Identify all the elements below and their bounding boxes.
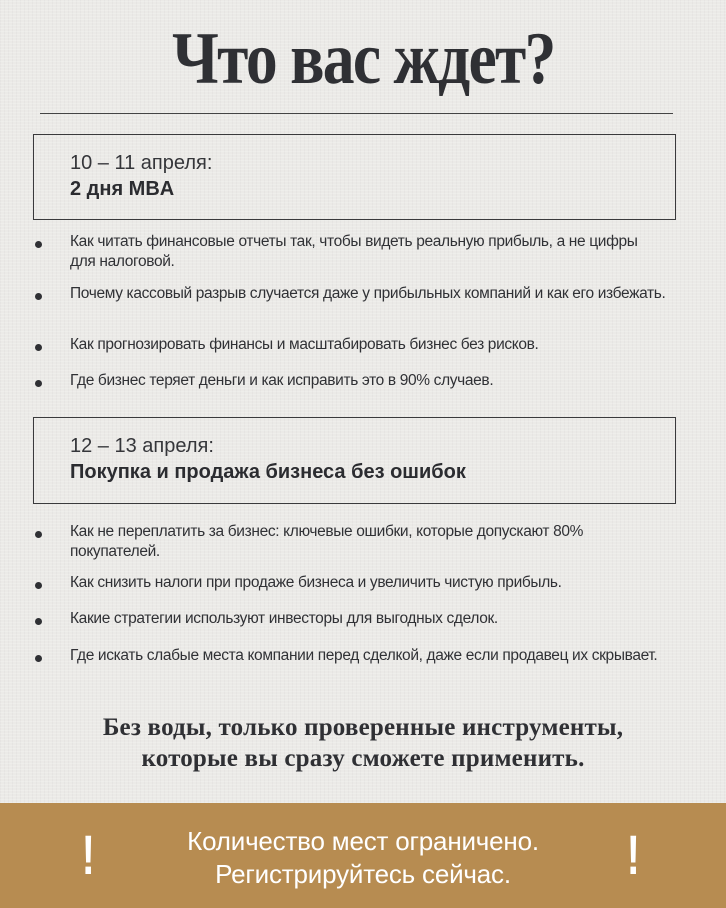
cta-text: [0, 825, 726, 891]
list-item-text: Как читать финансовые отчеты так, чтобы видеть реальную прибыль, а не цифры для налоговой.: [70, 233, 638, 270]
section-topic: 2 дня MBA: [70, 178, 175, 200]
cta-banner: [0, 803, 726, 908]
list-item-text: Где бизнес теряет деньги и как исправить это в 90% случаев.: [70, 372, 494, 389]
cta-line-1: Количество мест ограничено.: [187, 826, 539, 856]
exclamation-icon: !: [81, 823, 95, 886]
exclamation-icon: !: [626, 823, 640, 886]
section-date: 10 – 11 апреля:: [70, 152, 213, 174]
bullet-icon: [35, 241, 42, 248]
bullet-icon: [35, 293, 42, 300]
page-title: Что вас ждет?: [171, 18, 555, 100]
page-title-wrap: [0, 14, 726, 104]
title-divider: [40, 113, 673, 114]
tagline-line-1: Без воды, только проверенные инструменты,: [102, 714, 624, 741]
section-date: 12 – 13 апреля:: [70, 435, 214, 457]
bullet-icon: [35, 531, 42, 538]
list-item-text: Как прогнозировать финансы и масштабировать бизнес без рисков.: [70, 336, 539, 353]
bullet-icon: [35, 618, 42, 625]
section-topic: Покупка и продажа бизнеса без ошибок: [70, 461, 466, 483]
section-header-box: [33, 417, 676, 504]
list-item-text: Какие стратегии используют инвесторы для выгодных сделок.: [70, 610, 498, 627]
tagline-line-2: которые вы сразу сможете применить.: [141, 745, 585, 772]
list-item-text: Как снизить налоги при продаже бизнеса и увеличить чистую прибыль.: [70, 574, 562, 591]
cta-line-2: Регистрируйтесь сейчас.: [215, 859, 511, 889]
bullet-icon: [35, 582, 42, 589]
list-item-text: Как не переплатить за бизнес: ключевые ошибки, которые допускают 80% покупателей.: [70, 523, 584, 560]
list-item-text: Где искать слабые места компании перед сделкой, даже если продавец их скрывает.: [70, 647, 658, 664]
tagline: [0, 712, 726, 774]
list-item-text: Почему кассовый разрыв случается даже у прибыльных компаний и как его избежать.: [70, 285, 666, 302]
bullet-icon: [35, 655, 42, 662]
bullet-icon: [35, 344, 42, 351]
section-header-box: [33, 134, 676, 220]
bullet-icon: [35, 380, 42, 387]
